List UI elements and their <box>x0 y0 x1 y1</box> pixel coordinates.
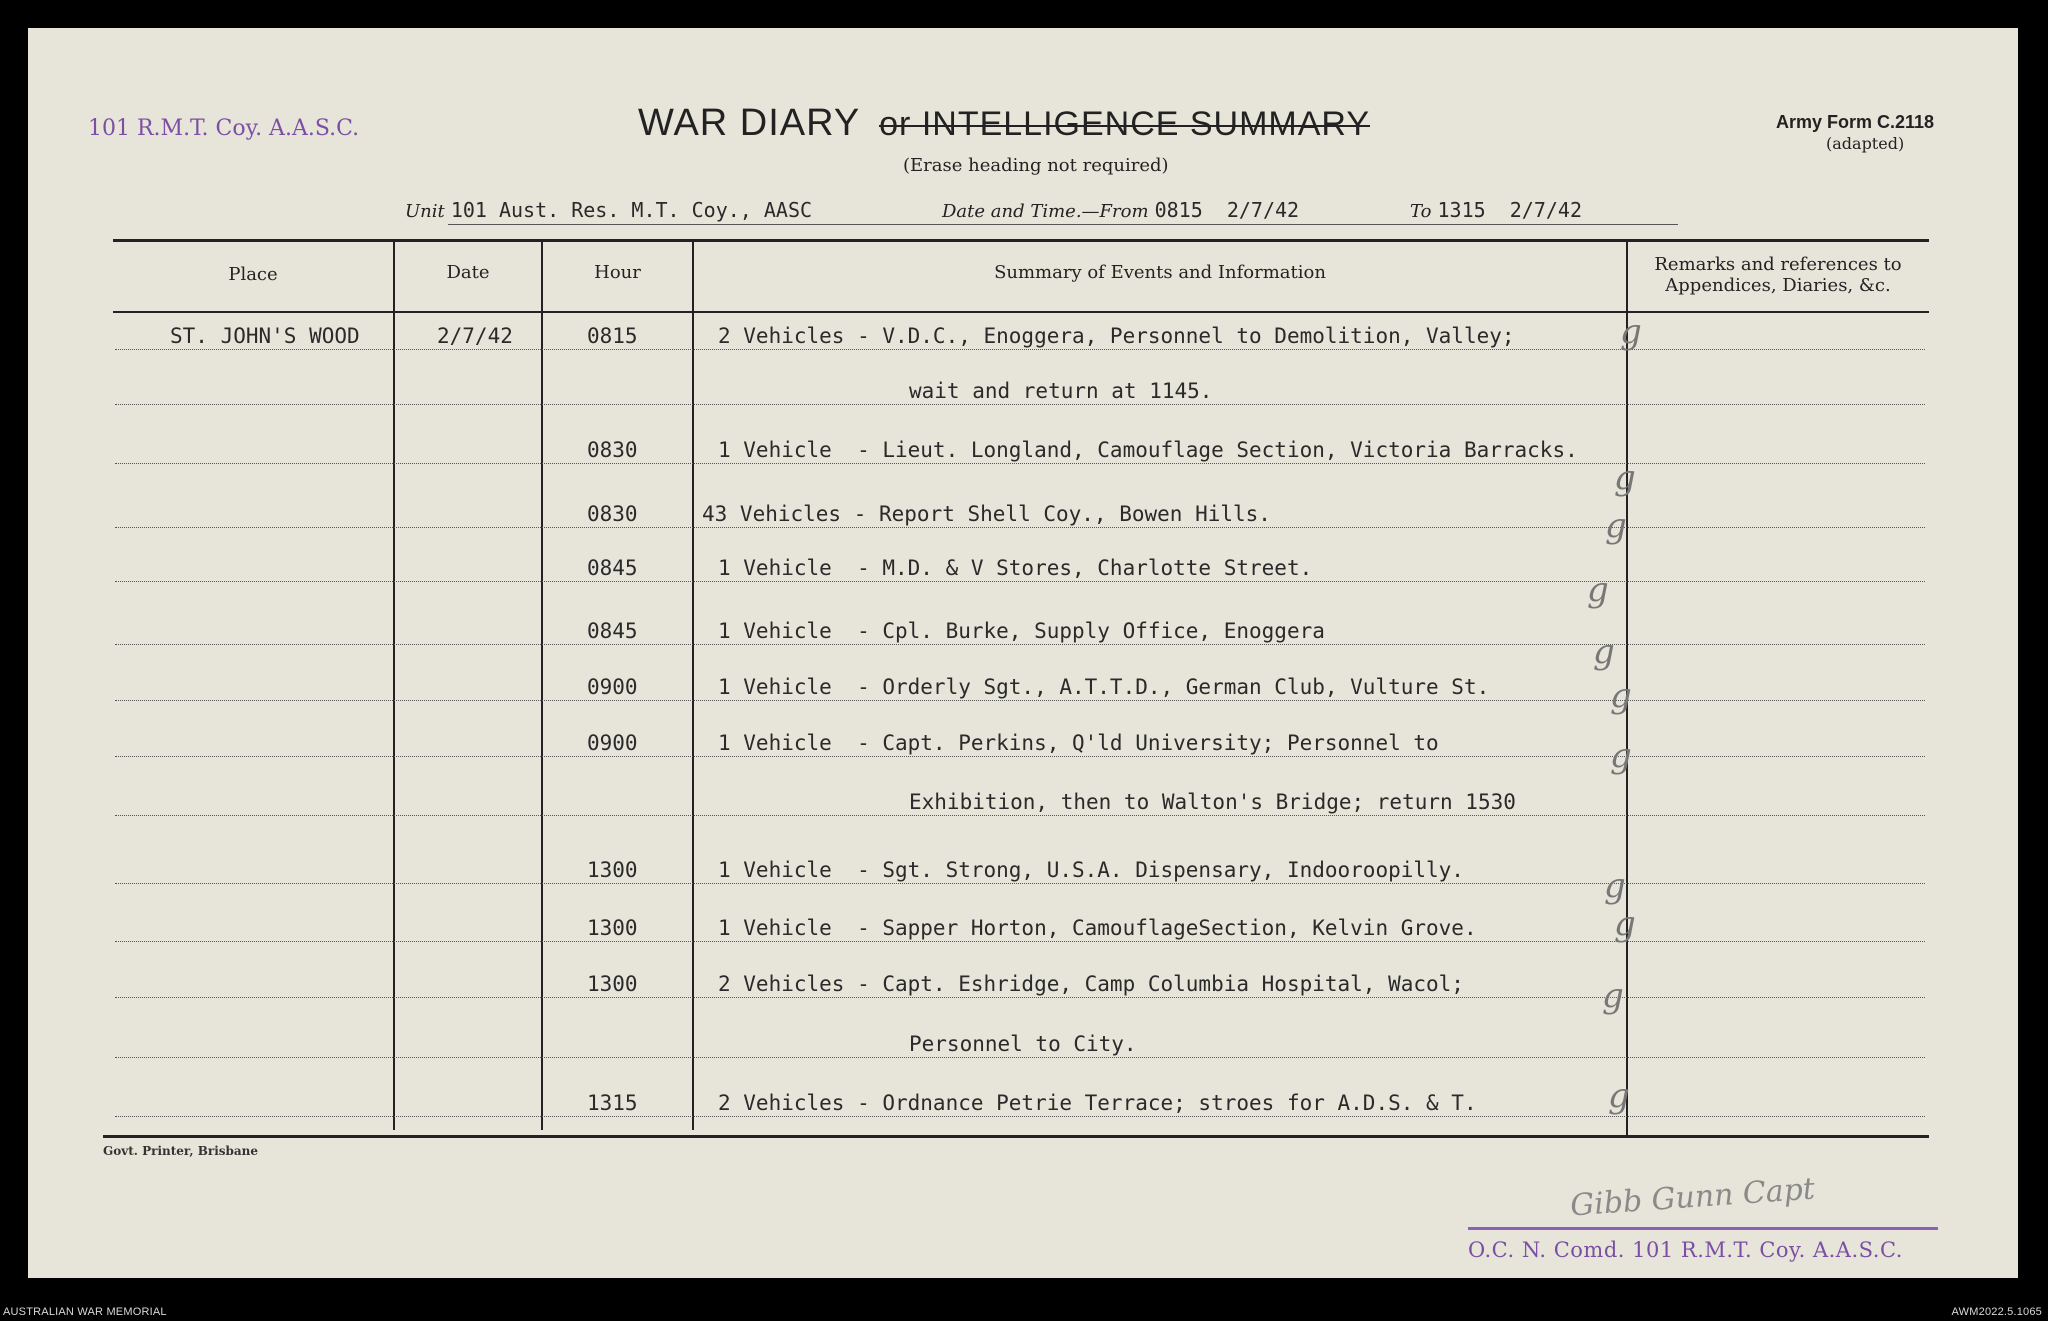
army-form-label: Army Form C.2118 <box>1776 112 1935 132</box>
entry-hour: 0900 <box>587 731 638 755</box>
initial-mark: g <box>1620 312 1642 352</box>
to-label: To <box>1410 201 1432 222</box>
date-time-line <box>942 198 1299 222</box>
to-value: 1315 2/7/42 <box>1437 198 1582 222</box>
footer-source: AUSTRALIAN WAR MEMORIAL <box>3 1306 167 1318</box>
entry-text: 1 Vehicle - M.D. & V Stores, Charlotte Street. <box>718 556 1313 580</box>
col-header-place: Place <box>228 264 278 285</box>
page-title <box>638 102 1370 145</box>
unit-underline <box>448 224 1678 225</box>
date-time-label: Date and Time.—From <box>942 201 1149 222</box>
title-or: or <box>879 105 912 143</box>
entry-text: Exhibition, then to Walton's Bridge; return 1530 <box>909 790 1516 814</box>
row-rule <box>115 883 1925 884</box>
initial-mark: g <box>1614 458 1636 498</box>
printer-imprint: Govt. Printer, Brisbane <box>103 1144 259 1158</box>
entry-text: Personnel to City. <box>909 1032 1137 1056</box>
entry-text: 2 Vehicles - V.D.C., Enoggera, Personnel to Demolition, Valley; <box>718 324 1515 348</box>
entry-hour: 1315 <box>587 1091 638 1115</box>
row-rule <box>115 527 1925 528</box>
entry-text: 1 Vehicle - Sapper Horton, CamouflageSection, Kelvin Grove. <box>718 916 1477 940</box>
entry-hour: 0830 <box>587 502 638 526</box>
entry-hour: 0845 <box>587 556 638 580</box>
table-bottom-rule <box>103 1135 1929 1138</box>
col-header-date: Date <box>446 262 490 283</box>
initial-mark: g <box>1605 506 1627 546</box>
initial-mark: g <box>1587 570 1609 610</box>
entry-text: 1 Vehicle - Cpl. Burke, Supply Office, Enoggera <box>718 619 1325 643</box>
entry-date: 2/7/42 <box>437 324 513 348</box>
row-rule <box>115 463 1925 464</box>
initial-mark: g <box>1602 976 1624 1016</box>
row-rule <box>115 815 1925 816</box>
unit-line <box>405 198 812 222</box>
row-rule <box>115 941 1925 942</box>
header-bottom-rule <box>113 311 1929 313</box>
title-intelligence-summary: INTELLIGENCE SUMMARY <box>921 105 1371 143</box>
initial-mark: g <box>1608 1076 1630 1116</box>
from-value: 0815 2/7/42 <box>1154 198 1300 222</box>
entry-text: 2 Vehicles - Ordnance Petrie Terrace; stroes for A.D.S. & T. <box>718 1091 1477 1115</box>
entry-hour: 0900 <box>587 675 638 699</box>
entry-place: ST. JOHN'S WOOD <box>170 324 360 348</box>
row-rule <box>115 1057 1925 1058</box>
row-rule <box>115 997 1925 998</box>
entry-hour: 0830 <box>587 438 638 462</box>
entry-hour: 0845 <box>587 619 638 643</box>
entry-text: 1 Vehicle - Lieut. Longland, Camouflage Section, Victoria Barracks. <box>718 438 1578 462</box>
table-top-rule <box>113 239 1929 242</box>
to-line <box>1410 198 1582 222</box>
initial-mark: g <box>1593 632 1615 672</box>
row-rule <box>115 644 1925 645</box>
initial-mark: g <box>1604 866 1626 906</box>
col-header-remarks-line1: Remarks and references to <box>1654 254 1902 275</box>
col-header-remarks-line2: Appendices, Diaries, &c. <box>1665 275 1891 296</box>
signature-line <box>1468 1227 1938 1230</box>
row-rule <box>115 1116 1925 1117</box>
row-rule <box>115 756 1925 757</box>
entry-text: wait and return at 1145. <box>909 379 1213 403</box>
handwritten-signature: Gibb Gunn Capt <box>1569 1171 1817 1224</box>
entry-text: 1 Vehicle - Sgt. Strong, U.S.A. Dispensary, Indooroopilly. <box>718 858 1464 882</box>
initial-mark: g <box>1610 736 1632 776</box>
initial-mark: g <box>1614 904 1636 944</box>
unit-label: Unit <box>405 201 445 222</box>
entry-hour: 0815 <box>587 324 638 348</box>
row-rule <box>115 349 1925 350</box>
entry-hour: 1300 <box>587 972 638 996</box>
unit-stamp: 101 R.M.T. Coy. A.A.S.C. <box>88 116 360 141</box>
entry-hour: 1300 <box>587 916 638 940</box>
adapted-label: (adapted) <box>1826 134 1905 153</box>
col-header-summary: Summary of Events and Information <box>994 262 1326 283</box>
row-rule <box>115 700 1925 701</box>
col-header-remarks <box>1628 254 1928 296</box>
erase-note: (Erase heading not required) <box>903 155 1169 176</box>
entry-text: 1 Vehicle - Capt. Perkins, Q'ld University; Personnel to <box>718 731 1439 755</box>
footer-accession: AWM2022.5.1065 <box>1951 1306 2042 1318</box>
unit-value: 101 Aust. Res. M.T. Coy., AASC <box>450 198 813 222</box>
title-war-diary: WAR DIARY <box>638 102 860 144</box>
entry-text: 2 Vehicles - Capt. Eshridge, Camp Columbia Hospital, Wacol; <box>718 972 1464 996</box>
entry-hour: 1300 <box>587 858 638 882</box>
row-rule <box>115 581 1925 582</box>
oc-title-stamp: O.C. N. Comd. 101 R.M.T. Coy. A.A.S.C. <box>1468 1238 1903 1262</box>
col-header-hour: Hour <box>594 262 641 283</box>
row-rule <box>115 404 1925 405</box>
entry-text: 1 Vehicle - Orderly Sgt., A.T.T.D., German Club, Vulture St. <box>718 675 1490 699</box>
title-struck-out <box>879 105 1370 144</box>
entry-text: 43 Vehicles - Report Shell Coy., Bowen Hills. <box>702 502 1271 526</box>
initial-mark: g <box>1610 676 1632 716</box>
